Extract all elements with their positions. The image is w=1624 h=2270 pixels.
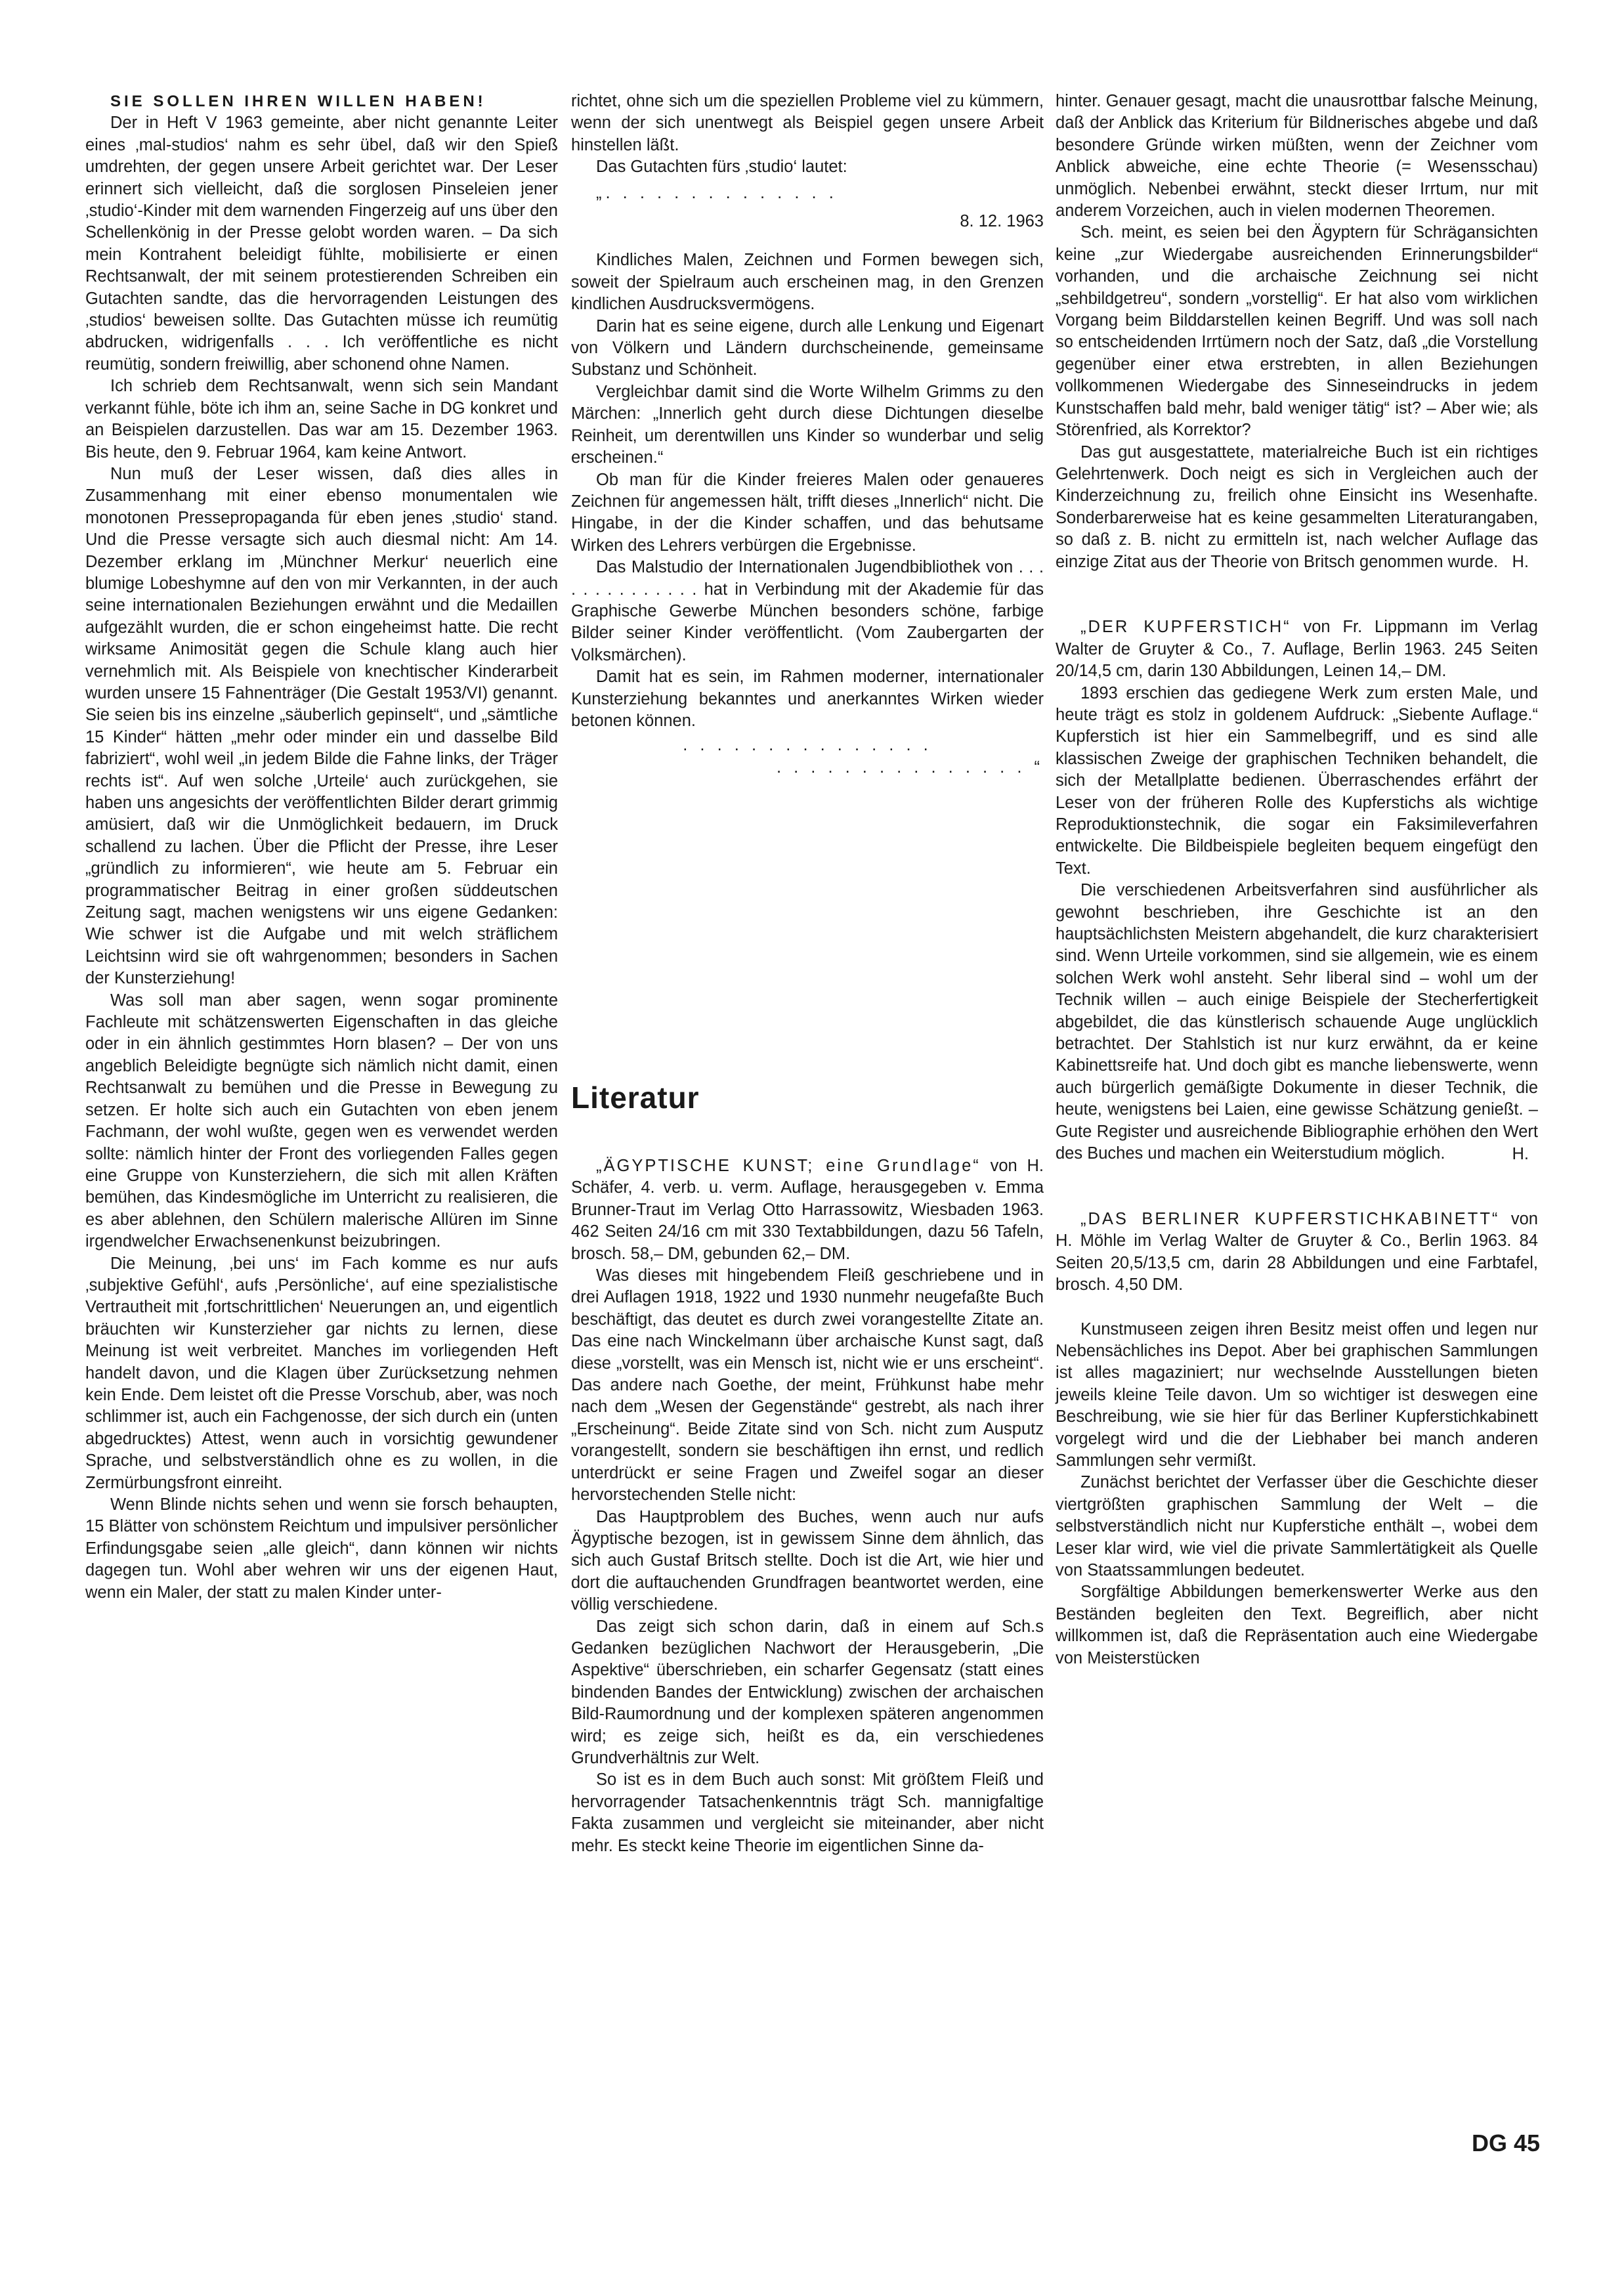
review-signature: H. bbox=[1512, 1144, 1529, 1163]
paragraph: Zunächst berichtet der Verfasser über die Geschichte dieser viertgrößten graphischen Sammlung der Welt – die selbstverständlich nicht nur Kupferstiche enthält –, wobei dem Leser klar wird, wie viel die private Sammlertätigkeit als Quelle von Staatssammlungen bedeutet. bbox=[1056, 1473, 1538, 1579]
quote-paragraph: Vergleichbar damit sind die Worte Wilhelm Grimms zu den Märchen: „Innerlich geht durch diese Dichtungen dieselbe Reinheit, um derentwillen uns Kinder so wunderbar und selig erscheinen.“ bbox=[571, 382, 1044, 467]
paragraph: Das Hauptproblem des Buches, wenn auch nur aufs Ägyptische bezogen, ist in gewissem Sinne dem ähnlich, das sich auch Gustaf Britsch stellte. Doch ist die Art, wie hier und dort die auftauchenden Grundfragen beantwortet werden, eine völlig verschiedene. bbox=[571, 1507, 1044, 1614]
ellipsis-line: . . . . . . . . . . . . . . . bbox=[683, 736, 932, 755]
ellipsis-line: . . . . . . . . . . . . . . . “ bbox=[776, 758, 1044, 777]
paragraph: Was soll man aber sagen, wenn sogar prominente Fachleute mit schätzenswerten Eigenschaften in das gleiche oder in ein ähnlich gestimmtes Horn blasen? – Der von uns angeblich Beleidigte begnügte sich nämlich nicht damit, einen Rechtsanwalt zu bemühen und die Presse in Bewegung zu setzen. Er holte sich auch ein Gutachten von eben jenem Fachmann, der wohl wußte, gegen wen es verwendet werden sollte: nämlich hinter der Front des vorliegenden Falles gegen eine Gruppe von Kunsterziehern, die sich mit allen Kräften bemühen, das Kindesmögliche im Unterricht zu realisieren, die es aber ablehnen, den Schülern malerische Allüren im Sinne irgendwelcher Erwachsenenkunst beizubringen. bbox=[85, 991, 558, 1251]
page-number: 45 bbox=[1513, 2130, 1540, 2156]
review-header bbox=[1056, 616, 1538, 682]
paragraph: Sch. meint, es seien bei den Ägyptern für Schrägansichten keine „zur Wiedergabe ausreichenden Erinnerungsbilder“ vorhanden, und die archaische Zeichnung sei nicht „sehbildgetreu“, sondern „vorstellig“. Er hat also vom wirklichen Vorgang beim Bilddarstellen keinen Begriff. Und was soll nach so entscheidenden Irrtümern noch der Satz, daß „die Vorstellung gegenüber einer etwa erstrebten, in allen Beziehungen vollkommenen Wiedergabe des Sinneseindrucks in jedem Kunstschaffen bald mehr, bald weniger tätig“ ist? – Aber wie; als Störenfried, als Korrektor? bbox=[1056, 223, 1538, 440]
review-header bbox=[1056, 1209, 1538, 1296]
paragraph: Ich schrieb dem Rechtsanwalt, wenn sich sein Mandant verkannt fühle, böte ich ihm an, seine Sache in DG konkret und an Beispielen darzustellen. Das war am 15. Dezember 1963. Bis heute, den 9. Februar 1964, kam keine Antwort. bbox=[85, 377, 558, 461]
column-2 bbox=[571, 91, 1044, 779]
ellipsis-line: „. . . . . . . . . . . . . . bbox=[596, 183, 838, 202]
paragraph: Sorgfältige Abbildungen bemerkenswerter Werke aus den Beständen begleiten den Text. Begreiflich, aber nicht willkommen ist, daß die Repräsentation auch eine Wiedergabe von Meisterstücken bbox=[1056, 1583, 1538, 1667]
paragraph: Die Meinung, ‚bei uns‘ im Fach komme es nur aufs ‚subjektive Gefühl‘, aufs ‚Persönliche‘, auf eine spezialistische Vertrautheit mit ‚fortschrittlichen‘ Neuerungen an, und eigentlich bräuchten wir Kunsterzieher gar nichts zu lernen, diese Meinung ist weit verbreitet. Manches im vorliegenden Heft handelt davon, und die Klagen über Zurücksetzung nehmen kein Ende. Dem leistet oft die Presse Vorschub, aber, was noch schlimmer ist, auch ein Fachgenosse, der sich durch ein (unten abgedrucktes) Attest, wenn auch in vorsichtig gewundener Sprache, und selbstverständlich ohne es zu wollen, in die Zermürbungsfront einreiht. bbox=[85, 1254, 558, 1492]
paragraph: hinter. Genauer gesagt, macht die unausrottbar falsche Meinung, daß der Anblick das Kriterium für Bildnerisches abgebe und daß besondere Gründe wirken müßten, wenn der Zeichner vom Anblick abweiche, eine echte Theorie (= Wesensschau) unmöglich. Nebenbei erwähnt, steckt dieser Irrtum, nur mit anderem Vorzeichen, auch in vielen modernen Theoremen. bbox=[1056, 92, 1538, 221]
gutachten-label: Das Gutachten fürs ‚studio‘ lautet: bbox=[596, 158, 847, 177]
paragraph: richtet, ohne sich um die speziellen Probleme viel zu kümmern, wenn der sich unentwegt als Beispiel gegen unsere Arbeit hinstellen läßt. bbox=[571, 92, 1044, 154]
quote-paragraph: Ob man für die Kinder freieres Malen oder genaueres Zeichnen für angemessen hält, trifft dieses „Innerlich“ nicht. Die Hingabe, in der die Kinder schaffen, und das behutsame Wirken des Lehrers verbürgen die Ergebnisse. bbox=[571, 470, 1044, 555]
review-biblio: von Fr. Lippmann im Verlag Walter de Gruyter & Co., 7. Auflage, Berlin 1963. 245 Seiten 20/14,5 cm, darin 130 Abbildungen, Leinen 14,– DM. bbox=[1056, 618, 1538, 681]
letter-date: 8. 12. 1963 bbox=[960, 212, 1044, 231]
paragraph: Was dieses mit hingebendem Fleiß geschriebene und in drei Auflagen 1918, 1922 und 1930 nunmehr neugefaßte Buch beschäftigt, das deutet es durch zwei vorangestellte Zitate an. Das eine nach Winckelmann über archaische Kunst sagt, daß diese „vorstellt, was ein Mensch ist, nicht wie er uns erscheint“. Das andere nach Goethe, der meint, Frühkunst habe mehr nach dem „Wesen der Gegenstände“ gestrebt, als nach ihrer „Erscheinung“. Beide Zitate sind von Sch. nicht zum Ausputz vorangestellt, sondern sie beschäftigen ihn ernst, und redlich unterdrückt er seine Fragen und Zweifel sogar an dieser hervorstechenden Stelle nicht: bbox=[571, 1266, 1044, 1505]
page-footer bbox=[1472, 2130, 1540, 2157]
paragraph: Kunstmuseen zeigen ihren Besitz meist offen und legen nur Nebensächliches ins Depot. Aber bei graphischen Sammlungen ist alles magaziniert; nur wechselnde Ausstellungen bieten jeweils kleine Teile davon. Um so wichtiger ist deswegen eine Beschreibung, wie sie hier für das Berliner Kupferstichkabinett vorgelegt wird und die der Liebhaber bei manch anderen Sammlungen sehr vermißt. bbox=[1056, 1319, 1538, 1470]
paragraph: Der in Heft V 1963 gemeinte, aber nicht genannte Leiter eines ‚mal-studios‘ nahm es sehr übel, daß wir den Spieß umdrehten, der gegen unsere Arbeit gerichtet war. Der Leser erinnert sich vielleicht, daß die sorglosen Pinseleien jener ‚studio‘-Kinder mit dem warnenden Fingerzeig auf uns über den Schellenkönig in der Presse gelobt worden waren. – Da sich mein Kontrahent beleidigt fühlte, mobilisierte er einen Rechtsanwalt, der mit seinem protestierenden Schreiben ein Gutachten sandte, das die hervorragenden Leistungen des ‚studios‘ beweisen sollte. Das Gutachten müsse ich reumütig abdrucken, widrigenfalls . . . Ich veröffentliche es nicht reumütig, sondern freiwillig, aber schonend ohne Namen. bbox=[85, 114, 558, 374]
review-header bbox=[571, 1155, 1044, 1265]
paragraph: Die verschiedenen Arbeitsverfahren sind ausführlicher als gewohnt beschrieben, ihre Geschichte ist an den hauptsächlichsten Meistern abgehandelt, die kurz charakterisiert sind. Wenn Urteile vorkommen, sind sie allgemein, wie es einem solchen Werk wohl ansteht. Sehr liberal sind – wohl um der Technik willen – auch einige Beispiele der Stecherfertigkeit abgebildet, die das künstlerisch schauende Auge unglücklich betrachtet. Der Stahlstich ist nur kurz erwähnt, da er keine Kabinettsreife hat. Und doch gibt es manche liebenswerte, wenn auch bürgerlich gemäßigte Dokumente in dieser Technik, die heute, wenigstens bei Laien, eine gewisse Schätzung genießt. – Gute Register und ausreichende Bibliographie erhöhen den Wert des Buches und machen ein Weiterstudium möglich. bbox=[1056, 881, 1538, 1163]
review-title: „ÄGYPTISCHE KUNST; eine Grundlage“ bbox=[596, 1157, 981, 1175]
paragraph: So ist es in dem Buch auch sonst: Mit größtem Fleiß und hervorragender Tatsachenkenntnis trägt Sch. mannigfaltige Fakta zusammen und vergleicht sie miteinander, aber nicht mehr. Es steckt keine Theorie im eigentlichen Sinne da- bbox=[571, 1770, 1044, 1855]
column-2-lower bbox=[571, 1155, 1044, 1857]
review-title: „DER KUPFERSTICH“ bbox=[1080, 618, 1291, 637]
review-signature: H. bbox=[1512, 552, 1529, 571]
paragraph: Nun muß der Leser wissen, daß dies alles in Zusammenhang mit einer ebenso monumentalen wie monotonen Pressepropaganda für eben jenes ‚studio‘ stand. Und die Presse versagte sich auch diesmal nicht: Am 14. Dezember erklang im ‚Münchner Merkur‘ neuerlich eine blumige Lobeshymne auf den von mir Verkannten, in der auch seine internationalen Beziehungen erwähnt und die Medaillen aufgezählt wurden, die er schon eingeheimst hatte. Die recht wirksame Animosität gegen die Schule klang auch hier vernehmlich mit. Als Beispiele von knechtischer Kinderarbeit wurden unsere 15 Fahnenträger (Die Gestalt 1953/VI) genannt. Sie seien bis ins einzelne „säuberlich gepinselt“, und „sämtliche 15 Kinder“ hätten „mehr oder minder ein und dasselbe Bild fabriziert“, wohl weil „in jedem Bilde die Fahne links, der Träger rechts ist“. Auf wen solche ‚Urteile‘ auch zurückgehen, sie haben uns angesichts der veröffentlichten Bilder derart grimmig amüsiert, daß wir die Unmöglichkeit bedauern, im Druck schallend zu lachen. Über die Pflicht der Presse, ihre Leser „gründlich zu informieren“, wie heute am 5. Februar ein programmatischer Beitrag in einer großen süddeutschen Zeitung sagt, machen wenigstens wir uns eigene Gedanken: Wie schwer ist die Aufgabe und mit welch sträflichem Leichtsinn wird sie oft wahrgenommen; besonders in Sachen der Kunsterziehung! bbox=[85, 464, 558, 988]
paragraph: Das gut ausgestattete, materialreiche Buch ist ein richtiges Gelehrtenwerk. Doch neigt es sich in Vergleichen auch der Kinderzeichnung zu, freilich ohne Einsicht ins Wesenhafte. Sonderbarerweise hat es keine gesammelten Literaturangaben, so daß z. B. nicht zu ermitteln ist, nach welcher Auflage das einzige Zitat aus der Theorie von Britsch genommen wurde. bbox=[1056, 442, 1538, 571]
paragraph: Wenn Blinde nichts sehen und wenn sie forsch behaupten, 15 Blätter von schönstem Reichtum und impulsiver persönlicher Erfindungsgabe seien „alle gleich“, dann können wir nichts dagegen tun. Wohl aber wehren wir uns der eigenen Haut, wenn ein Maler, der statt zu malen Kinder unter- bbox=[85, 1495, 559, 1602]
journal-abbrev: DG bbox=[1471, 2130, 1507, 2156]
column-3 bbox=[1056, 91, 1538, 1669]
review-biblio: von H. Schäfer, 4. verb. u. verm. Auflage, herausgegeben v. Emma Brunner-Traut im Verlag Otto Harrassowitz, Wiesbaden 1963. 462 Seiten 24/16 cm mit 330 Textabbildungen, dazu 56 Tafeln, brosch. 58,– DM, gebunden 62,– DM. bbox=[571, 1157, 1044, 1263]
quote-paragraph: Kindliches Malen, Zeichnen und Formen bewegen sich, soweit der Spielraum auch erscheinen mag, in den Grenzen kindlichen Ausdrucksvermögens. bbox=[571, 251, 1044, 314]
review-title: „DAS BERLINER KUPFERSTICHKABINETT“ bbox=[1080, 1209, 1500, 1228]
quote-paragraph: Darin hat es seine eigene, durch alle Lenkung und Eigenart von Völkern und Ländern durchscheinende, gemeinsame Substanz und Schönheit. bbox=[571, 316, 1044, 379]
quote-paragraph: Damit hat es sein, im Rahmen moderner, internationaler Kunsterziehung bekanntes und anerkanntes Wirken wieder betonen können. bbox=[571, 668, 1044, 730]
review-biblio: von H. Möhle im Verlag Walter de Gruyter & Co., Berlin 1963. 84 Seiten 20,5/13,5 cm, darin 28 Abbildungen und eine Farbtafel, brosch. 4,50 DM. bbox=[1056, 1209, 1538, 1295]
quote-paragraph: Das Malstudio der Internationalen Jugendbibliothek von . . . . . . . . . . . . . . hat in Verbindung mit der Akademie für das Graphische Gewerbe München besonders schöne, farbige Bilder seiner Kinder veröffentlicht. (Vom Zaubergarten der Volksmärchen). bbox=[571, 558, 1044, 664]
column-1 bbox=[85, 91, 558, 1604]
article-heading: SIE SOLLEN IHREN WILLEN HABEN! bbox=[110, 93, 486, 110]
paragraph: 1893 erschien das gediegene Werk zum ersten Male, und heute trägt es stolz in goldenem Aufdruck: „Siebente Auflage.“ Kupferstich ist hier ein Sammelbegriff, und es sind alle klassischen Zweige der graphischen Techniken behandelt, die sich der Metallplatte bedienen. Überraschendes erfährt der Leser von der früheren Rolle des Kupferstichs als wichtige Reproduktionstechnik, die sogar ein Faksimileverfahren entwickelte. Die Bildbeispiele begleiten bequem eingefügt den Text. bbox=[1056, 683, 1538, 878]
paragraph: Das zeigt sich schon darin, daß in einem auf Sch.s Gedanken bezüglichen Nachwort der Herausgeberin, „Die Aspektive“ überschrieben, ein scharfer Gegensatz (statt eines bindenden Bandes der Entwicklung) zwischen der archaischen Bild-Raumordnung und der komplexen späteren angenommen wird; es zeige sich, heißt es da, ein verschiedenes Grundverhältnis zur Welt. bbox=[571, 1617, 1044, 1767]
section-heading: Literatur bbox=[571, 1081, 700, 1115]
